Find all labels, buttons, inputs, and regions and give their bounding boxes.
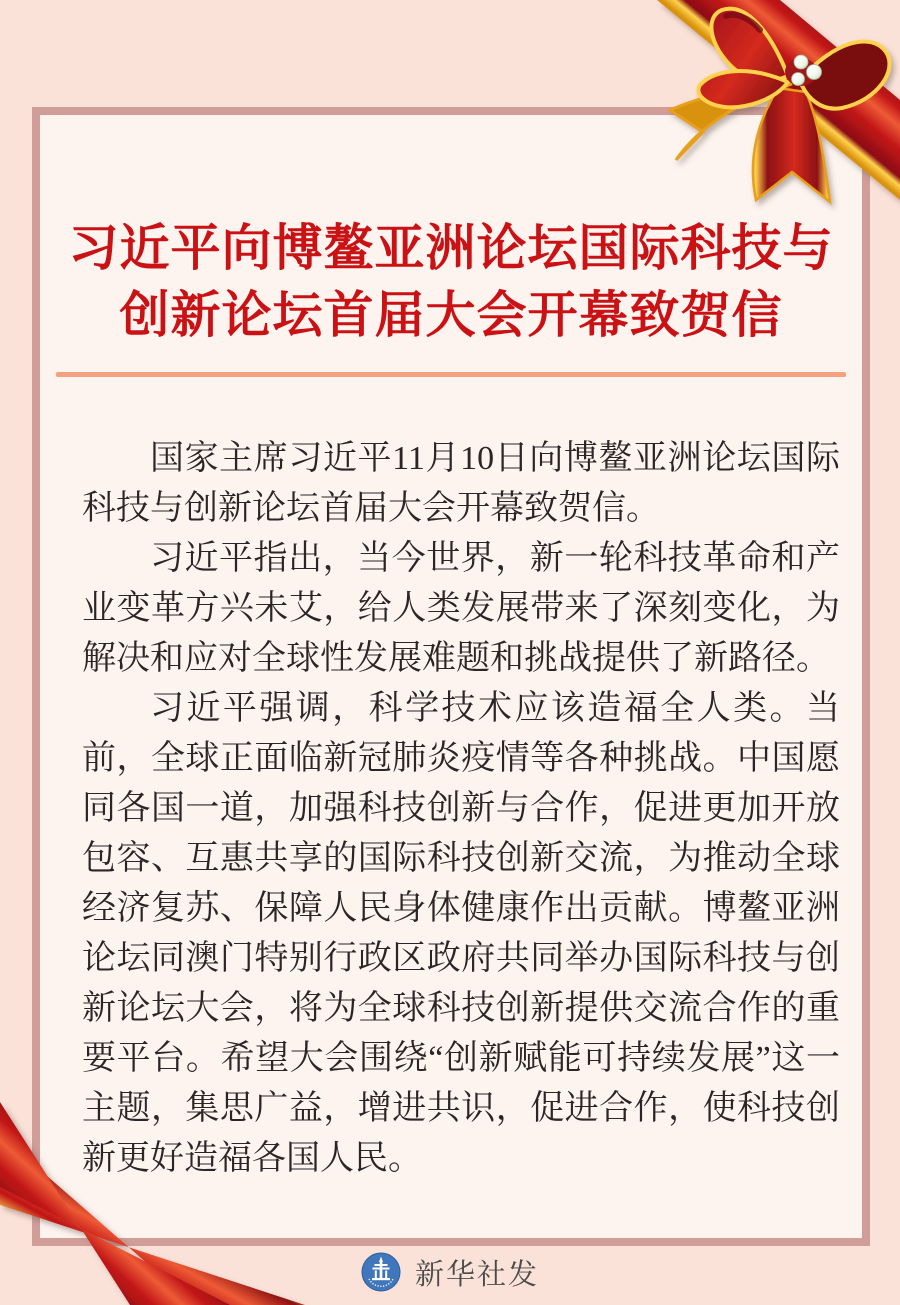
gift-bow-decoration [540, 0, 900, 260]
title-line-2: 创新论坛首届大会开幕致贺信 [119, 287, 783, 343]
paragraph: 习近平强调，科学技术应该造福全人类。当前，全球正面临新冠肺炎疫情等各种挑战。中国愿同各国一道，加强科技创新与合作，促进更加开放包容、互惠共享的国际科技创新交流，为推动全球经济复苏、保障人民身体健康作出贡献。博鳌亚洲论坛同澳门特别行政区政府共同举办国际科技与创新论坛大会，将为全球科技创新提供交流合作的重要平台。希望大会围绕“创新赋能可持续发展”这一主题，集思广益，增进共识，促进合作，使科技创新更好造福各国人民。 [82, 690, 840, 1177]
paragraph: 国家主席习近平11月10日向博鳌亚洲论坛国际科技与创新论坛首届大会开幕致贺信。 [82, 440, 840, 527]
title-line-1: 习近平向博鳌亚洲论坛国际科技与 [68, 220, 834, 276]
paragraph: 习近平指出，当今世界，新一轮科技革命和产业变革方兴未艾，给人类发展带来了深刻变化，为解决和应对全球性发展难题和挑战提供了新路径。 [82, 540, 840, 677]
title-divider [56, 372, 846, 377]
footer [0, 1250, 900, 1294]
pearl [792, 73, 805, 86]
article-body [40, 434, 862, 1184]
credit-text: 新华社发 [414, 1258, 539, 1291]
pearl [794, 55, 808, 69]
pearl [807, 65, 822, 80]
xinhua-logo-icon [361, 1252, 401, 1292]
